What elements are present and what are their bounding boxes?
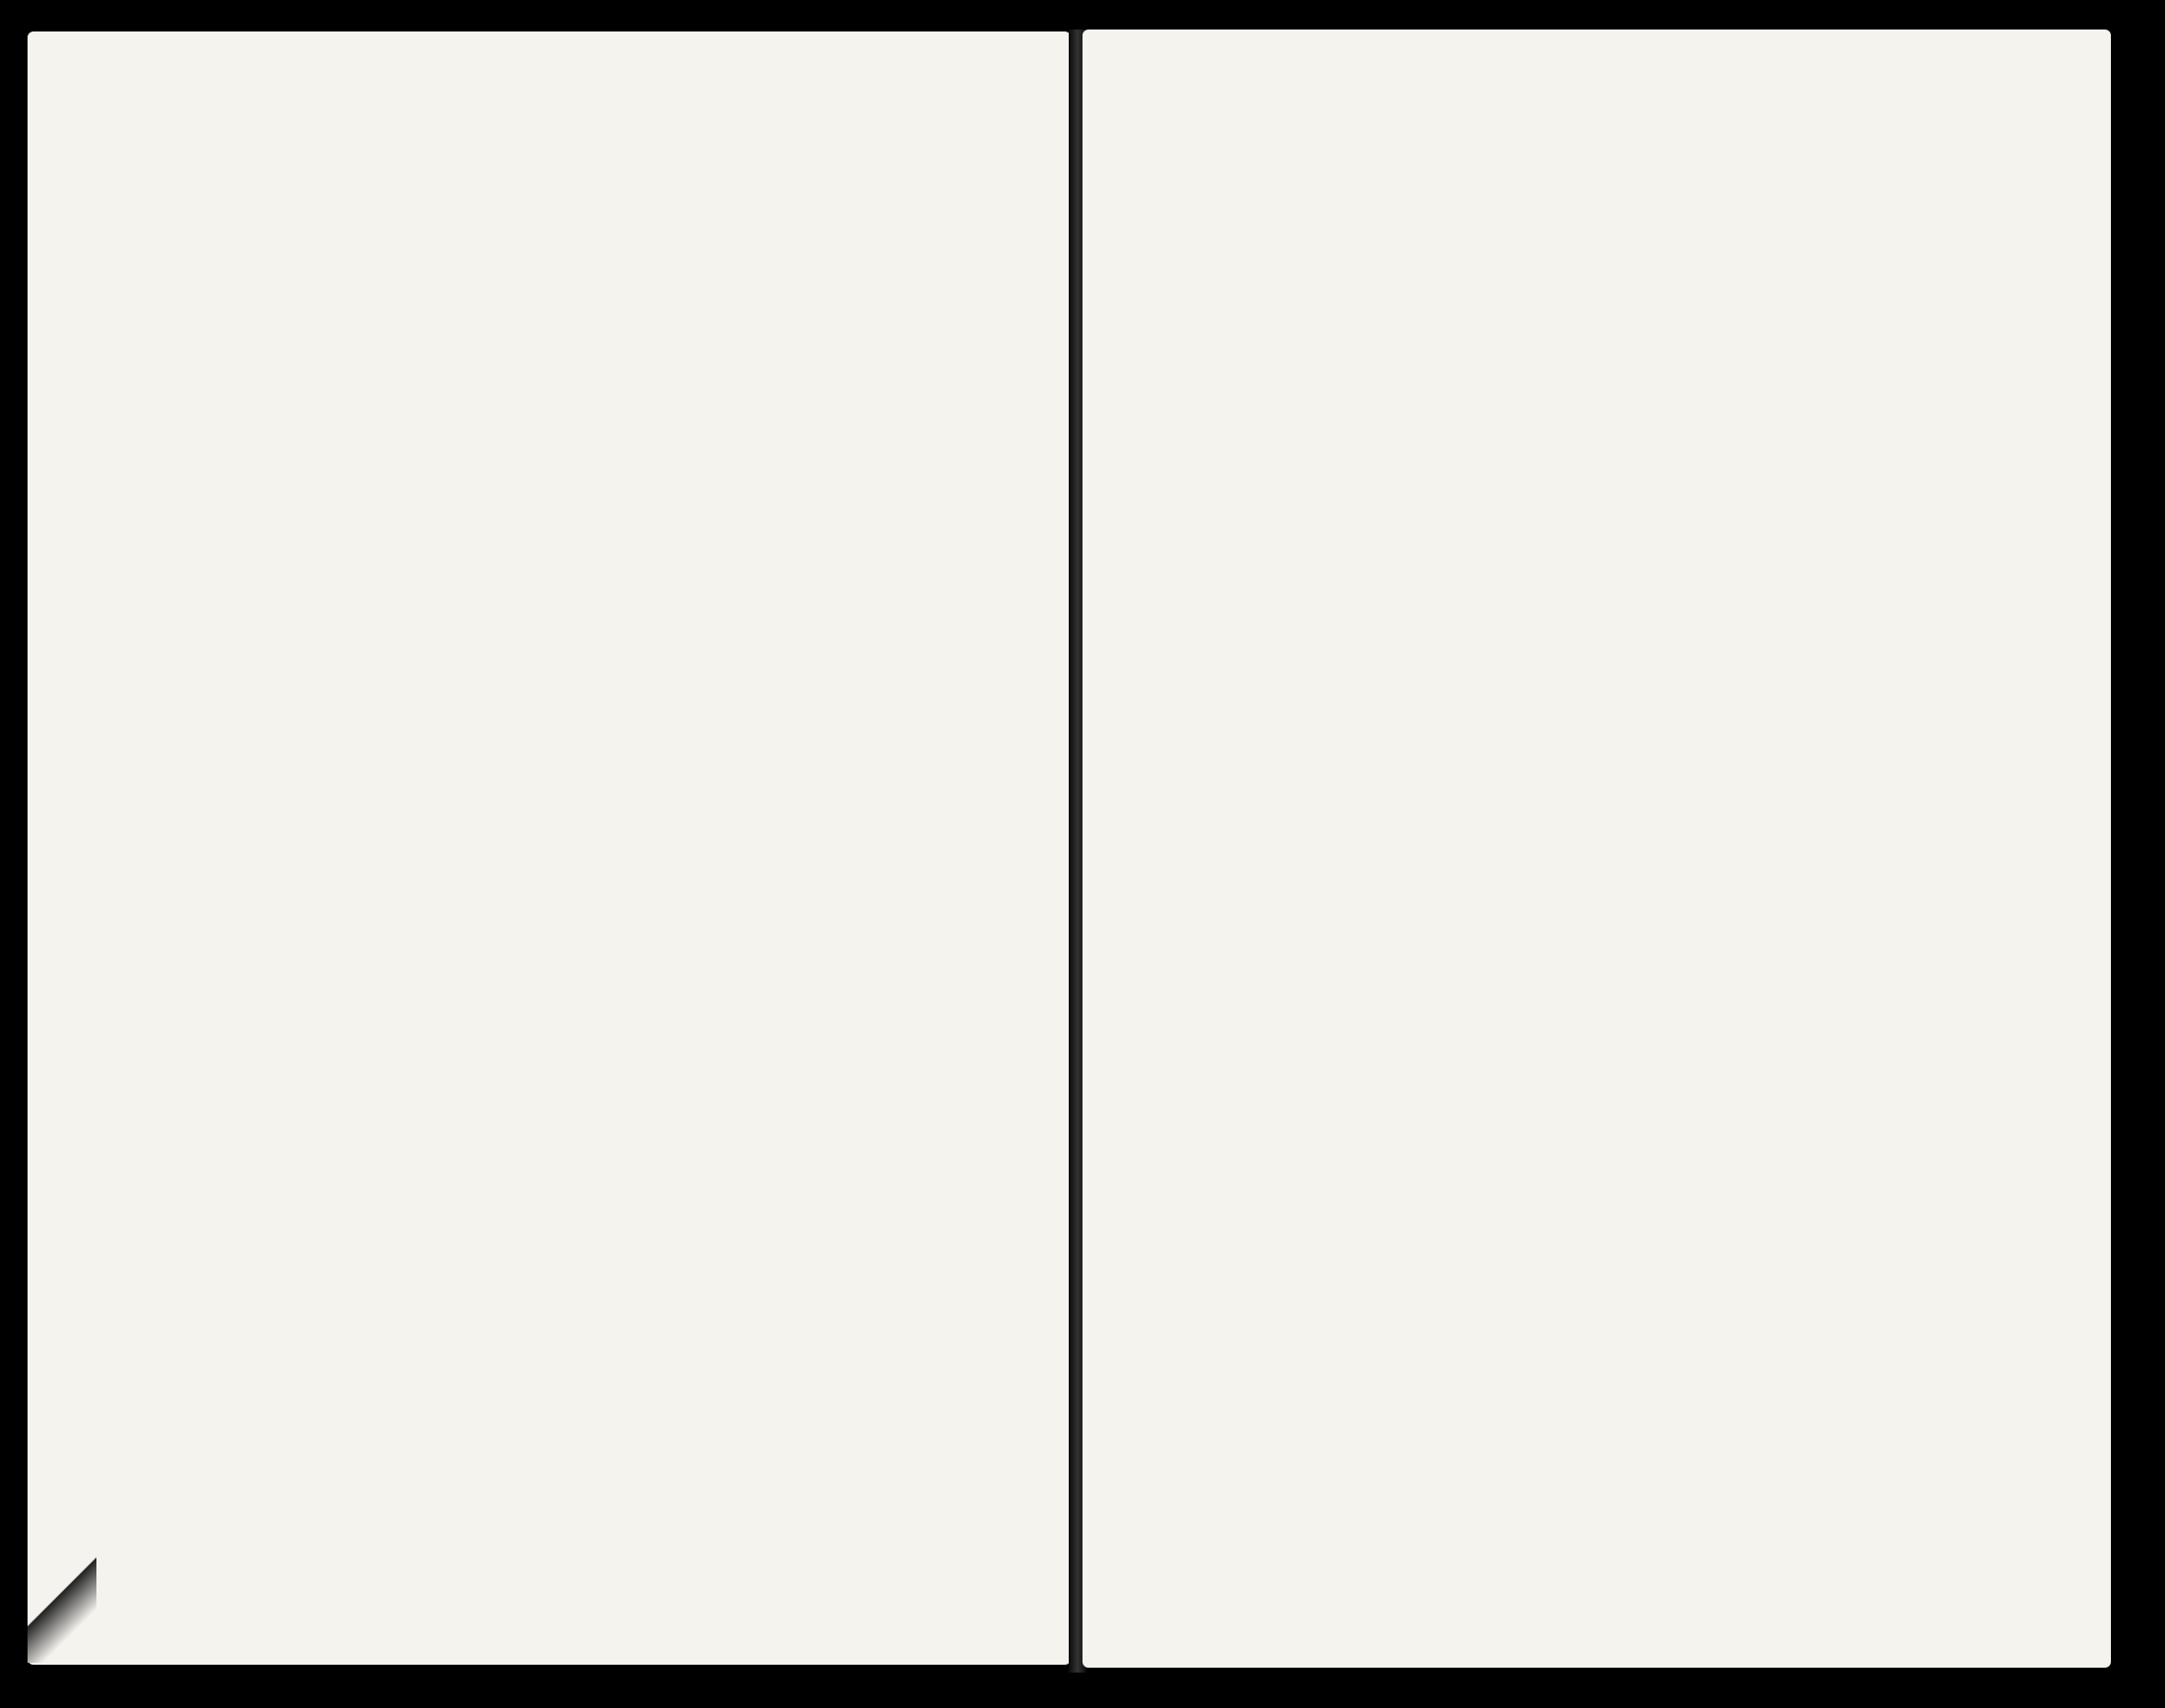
left-page (28, 31, 1071, 1665)
torn-corner (28, 1555, 96, 1663)
right-page (1082, 30, 2111, 1668)
